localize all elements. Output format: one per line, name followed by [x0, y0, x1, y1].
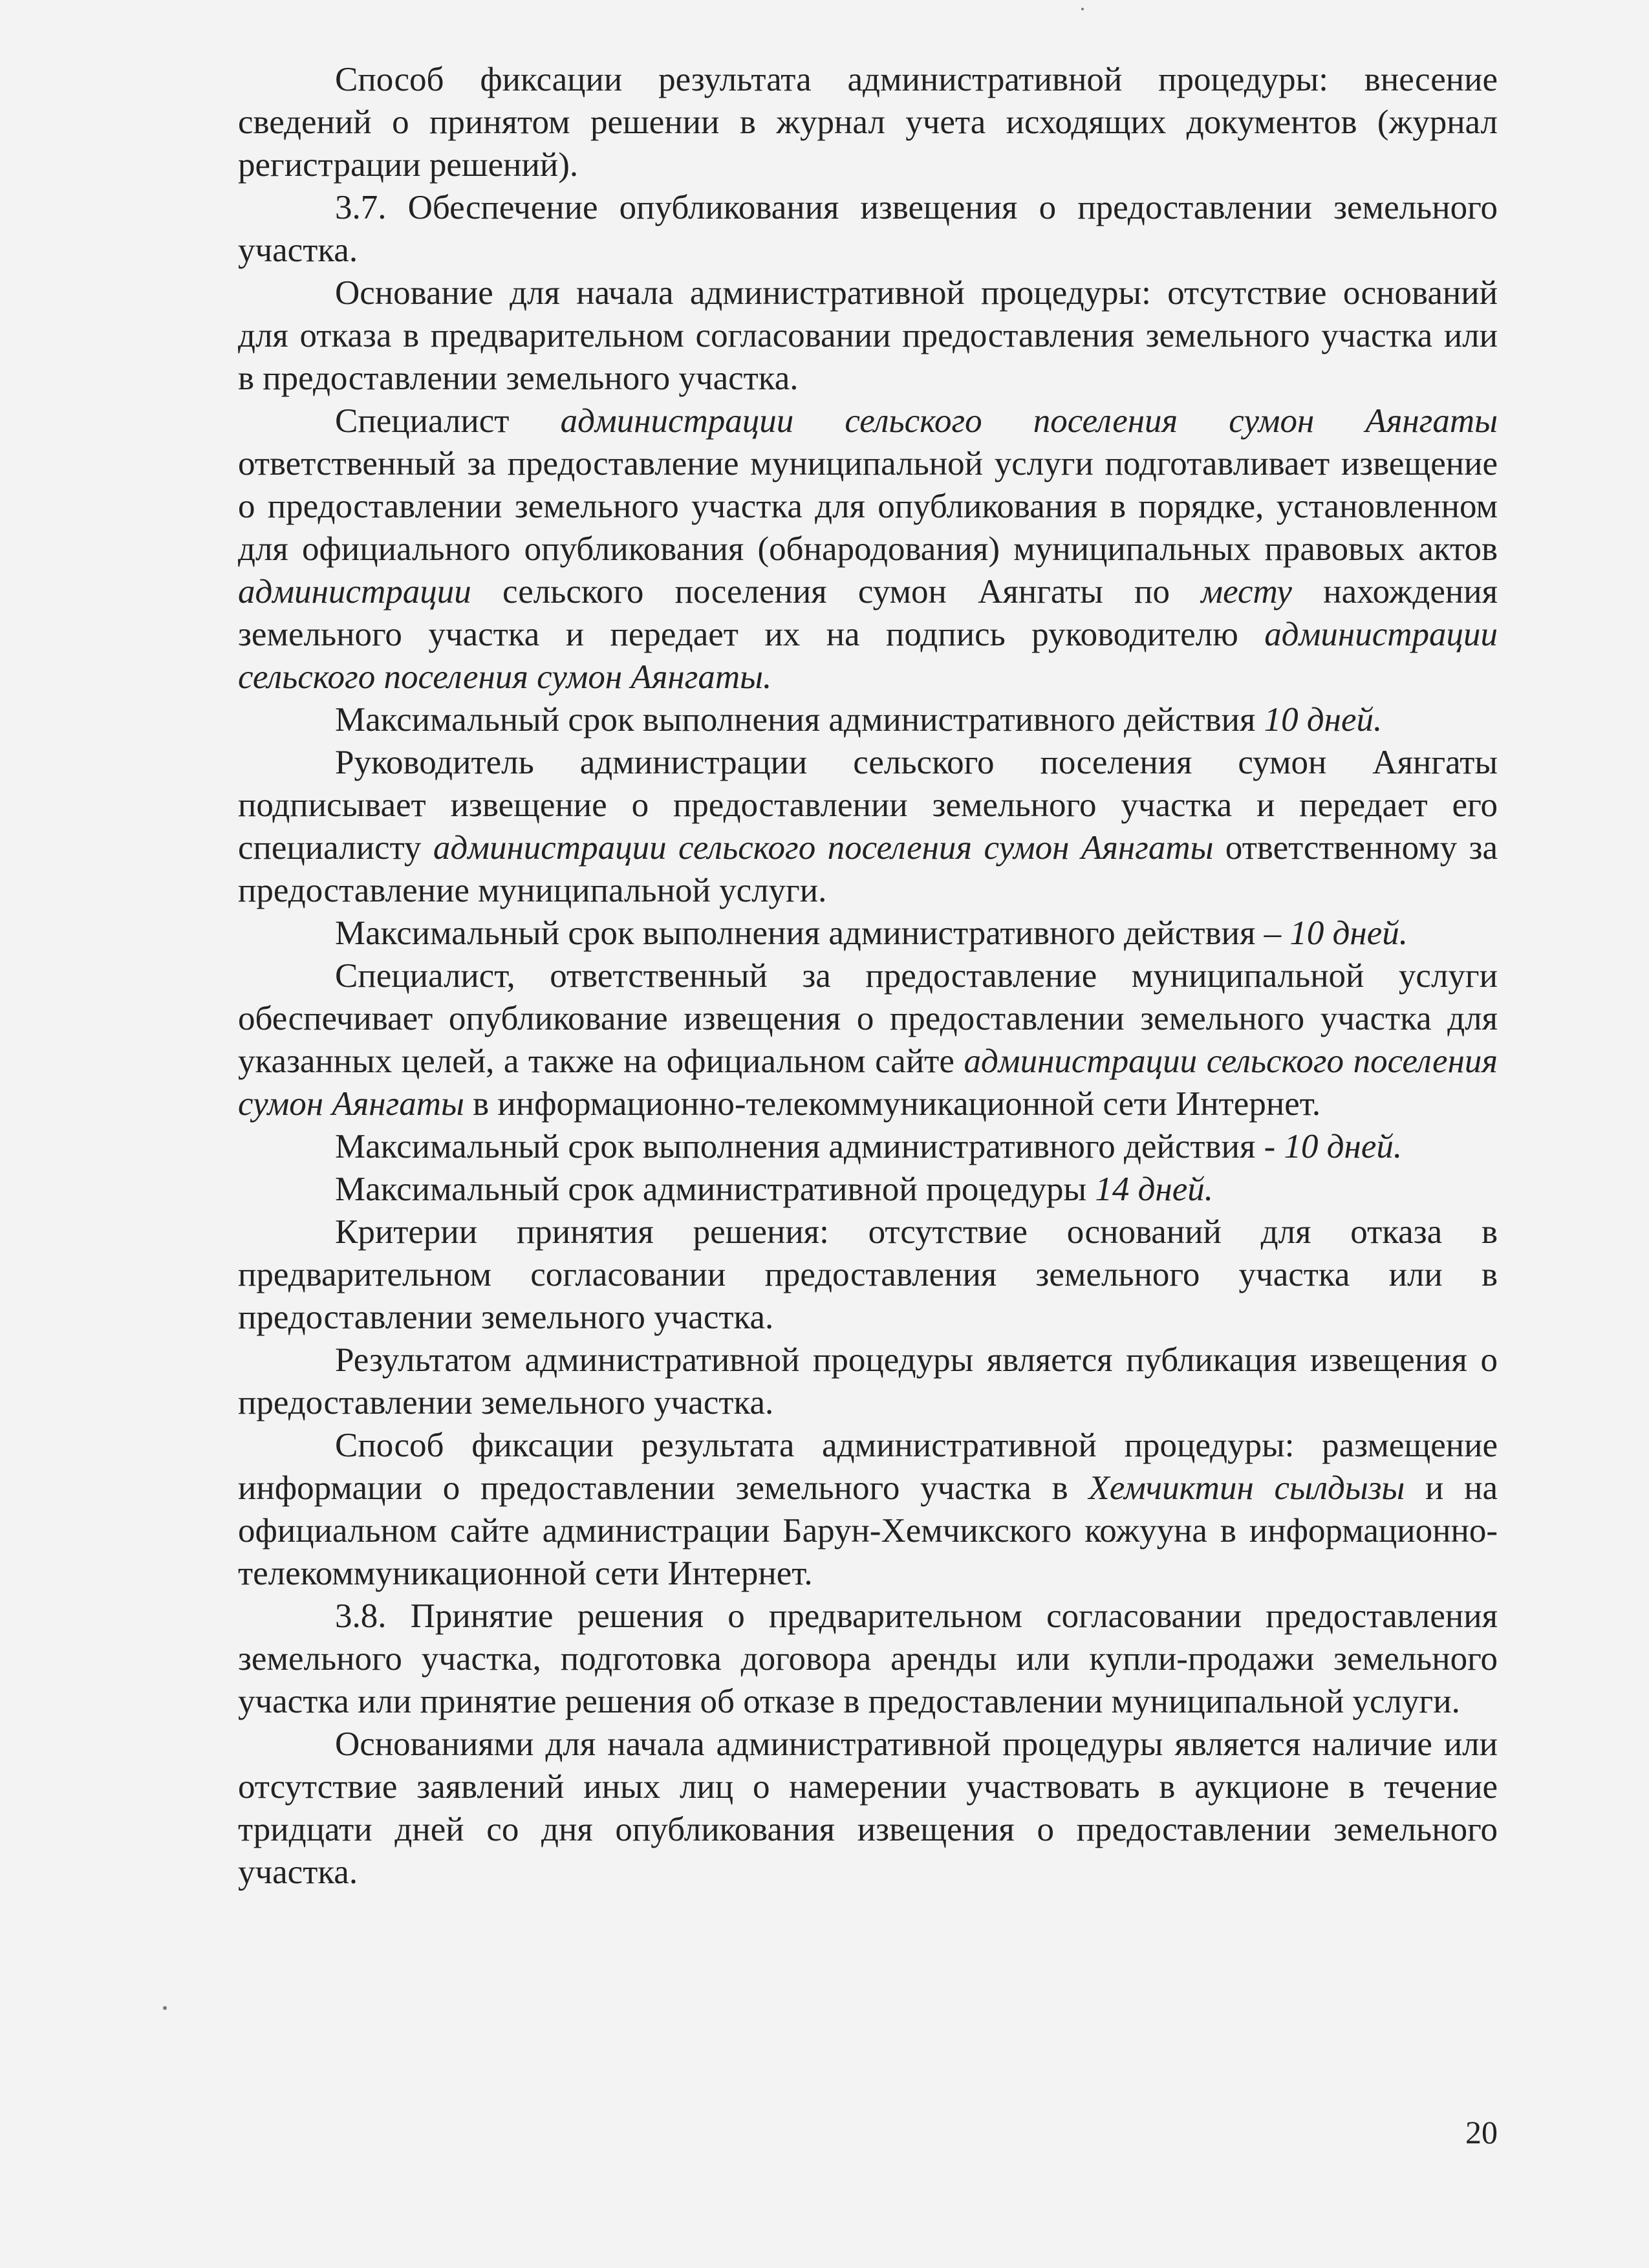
text-run: Специалист, ответственный за предоставление муниципальной услуги обеспечивает опубликование извещения о предоставлении земельного участка для указанных целей, а также на официальном сайте [238, 957, 1498, 1080]
text-run: Максимальный срок административной процедуры [335, 1171, 1095, 1208]
paragraph-procedure-basis [238, 272, 1498, 400]
text-run: 3.8. Принятие решения о предварительном согласовании предоставления земельного участка, подготовка договора аренды или купли-продажи земельного участка или принятие решения об отказе в предоставлении муниципальной услуги. [238, 1597, 1498, 1720]
italic-text-run: администрации сельского поселения сумон Аянгаты. [238, 616, 1498, 696]
text-run: ответственному за предоставление муниципальной услуги. [238, 829, 1498, 909]
text-run: Специалист [335, 402, 561, 440]
text-run: сельского поселения сумон Аянгаты по [471, 573, 1202, 610]
text-run: Максимальный срок выполнения административного действия – [335, 914, 1290, 952]
paragraph-max-term-procedure [238, 1168, 1498, 1211]
italic-text-run: 14 дней. [1095, 1171, 1214, 1208]
text-run: Способ фиксации результата административной процедуры: размещение информации о предоставлении земельного участка в [238, 1427, 1498, 1507]
text-run: Руководитель администрации сельского поселения сумон Аянгаты подписывает извещение о предоставлении земельного участка и передает его специалисту [238, 744, 1498, 867]
text-run: Способ фиксации результата административной процедуры: внесение сведений о принятом решении в журнал учета исходящих документов (журнал регистрации решений). [238, 61, 1498, 184]
paragraph-result-fixation-publication [238, 1424, 1498, 1595]
text-run: Основаниями для начала административной процедуры является наличие или отсутствие заявлений иных лиц о намерении участвовать в аукционе в течение тридцати дней со дня опубликования извещения о предоставлении земельного участка. [238, 1725, 1498, 1891]
paragraph-specialist-publishes-notice [238, 955, 1498, 1125]
page-number: 20 [1465, 2114, 1498, 2150]
paragraph-procedure-grounds [238, 1723, 1498, 1894]
scan-speck [163, 2006, 167, 2010]
italic-text-run: месту [1201, 573, 1292, 610]
italic-text-run: 10 дней. [1284, 1128, 1403, 1165]
italic-text-run: администрации сельского поселения сумон Аянгаты [433, 829, 1214, 867]
document-body [238, 58, 1498, 1894]
text-run: Максимальный срок выполнения административного действия [335, 701, 1264, 739]
paragraph-head-signs-notice [238, 741, 1498, 912]
section-heading-3-8 [238, 1595, 1498, 1723]
text-run: Основание для начала административной процедуры: отсутствие оснований для отказа в предварительном согласовании предоставления земельного участка или в предоставлении земельного участка. [238, 274, 1498, 397]
paragraph-decision-criteria [238, 1211, 1498, 1339]
paragraph-specialist-prepares-notice [238, 400, 1498, 698]
italic-text-run: 10 дней. [1289, 914, 1408, 952]
text-run: и на официальном сайте администрации Барун-Хемчикского кожууна в информационно-телекоммуникационной сети Интернет. [238, 1469, 1498, 1592]
text-run: ответственный за предоставление муниципальной услуги подготавливает извещение о предоставлении земельного участка для опубликования в порядке, установленном для официального опубликования (обнародования) муниципальных правовых актов [238, 445, 1498, 568]
paragraph-max-term-action-3 [238, 1125, 1498, 1168]
paragraph-max-term-action-2 [238, 912, 1498, 955]
paragraph-max-term-action-1 [238, 698, 1498, 741]
text-run: Результатом административной процедуры является публикация извещения о предоставлении земельного участка. [238, 1341, 1498, 1421]
italic-text-run: администрации сельского поселения сумон Аянгаты [238, 1042, 1498, 1123]
text-run: в информационно-телекоммуникационной сети Интернет. [464, 1085, 1321, 1123]
italic-text-run: администрации сельского поселения сумон Аянгаты [560, 402, 1498, 440]
text-run: Критерии принятия решения: отсутствие оснований для отказа в предварительном согласовании предоставления земельного участка или в предоставлении земельного участка. [238, 1213, 1498, 1336]
text-run: нахождения земельного участка и передает их на подпись руководителю [238, 573, 1498, 653]
italic-text-run: Хемчиктин сылдызы [1088, 1469, 1405, 1507]
paragraph-procedure-result [238, 1339, 1498, 1424]
text-run: Максимальный срок выполнения административного действия - [335, 1128, 1284, 1165]
text-run: 3.7. Обеспечение опубликования извещения о предоставлении земельного участка. [238, 189, 1498, 269]
section-heading-3-7 [238, 186, 1498, 272]
italic-text-run: администрации [238, 573, 471, 610]
paragraph-result-fixation-journal [238, 58, 1498, 186]
italic-text-run: 10 дней. [1264, 701, 1383, 739]
scan-speck [1081, 8, 1084, 10]
